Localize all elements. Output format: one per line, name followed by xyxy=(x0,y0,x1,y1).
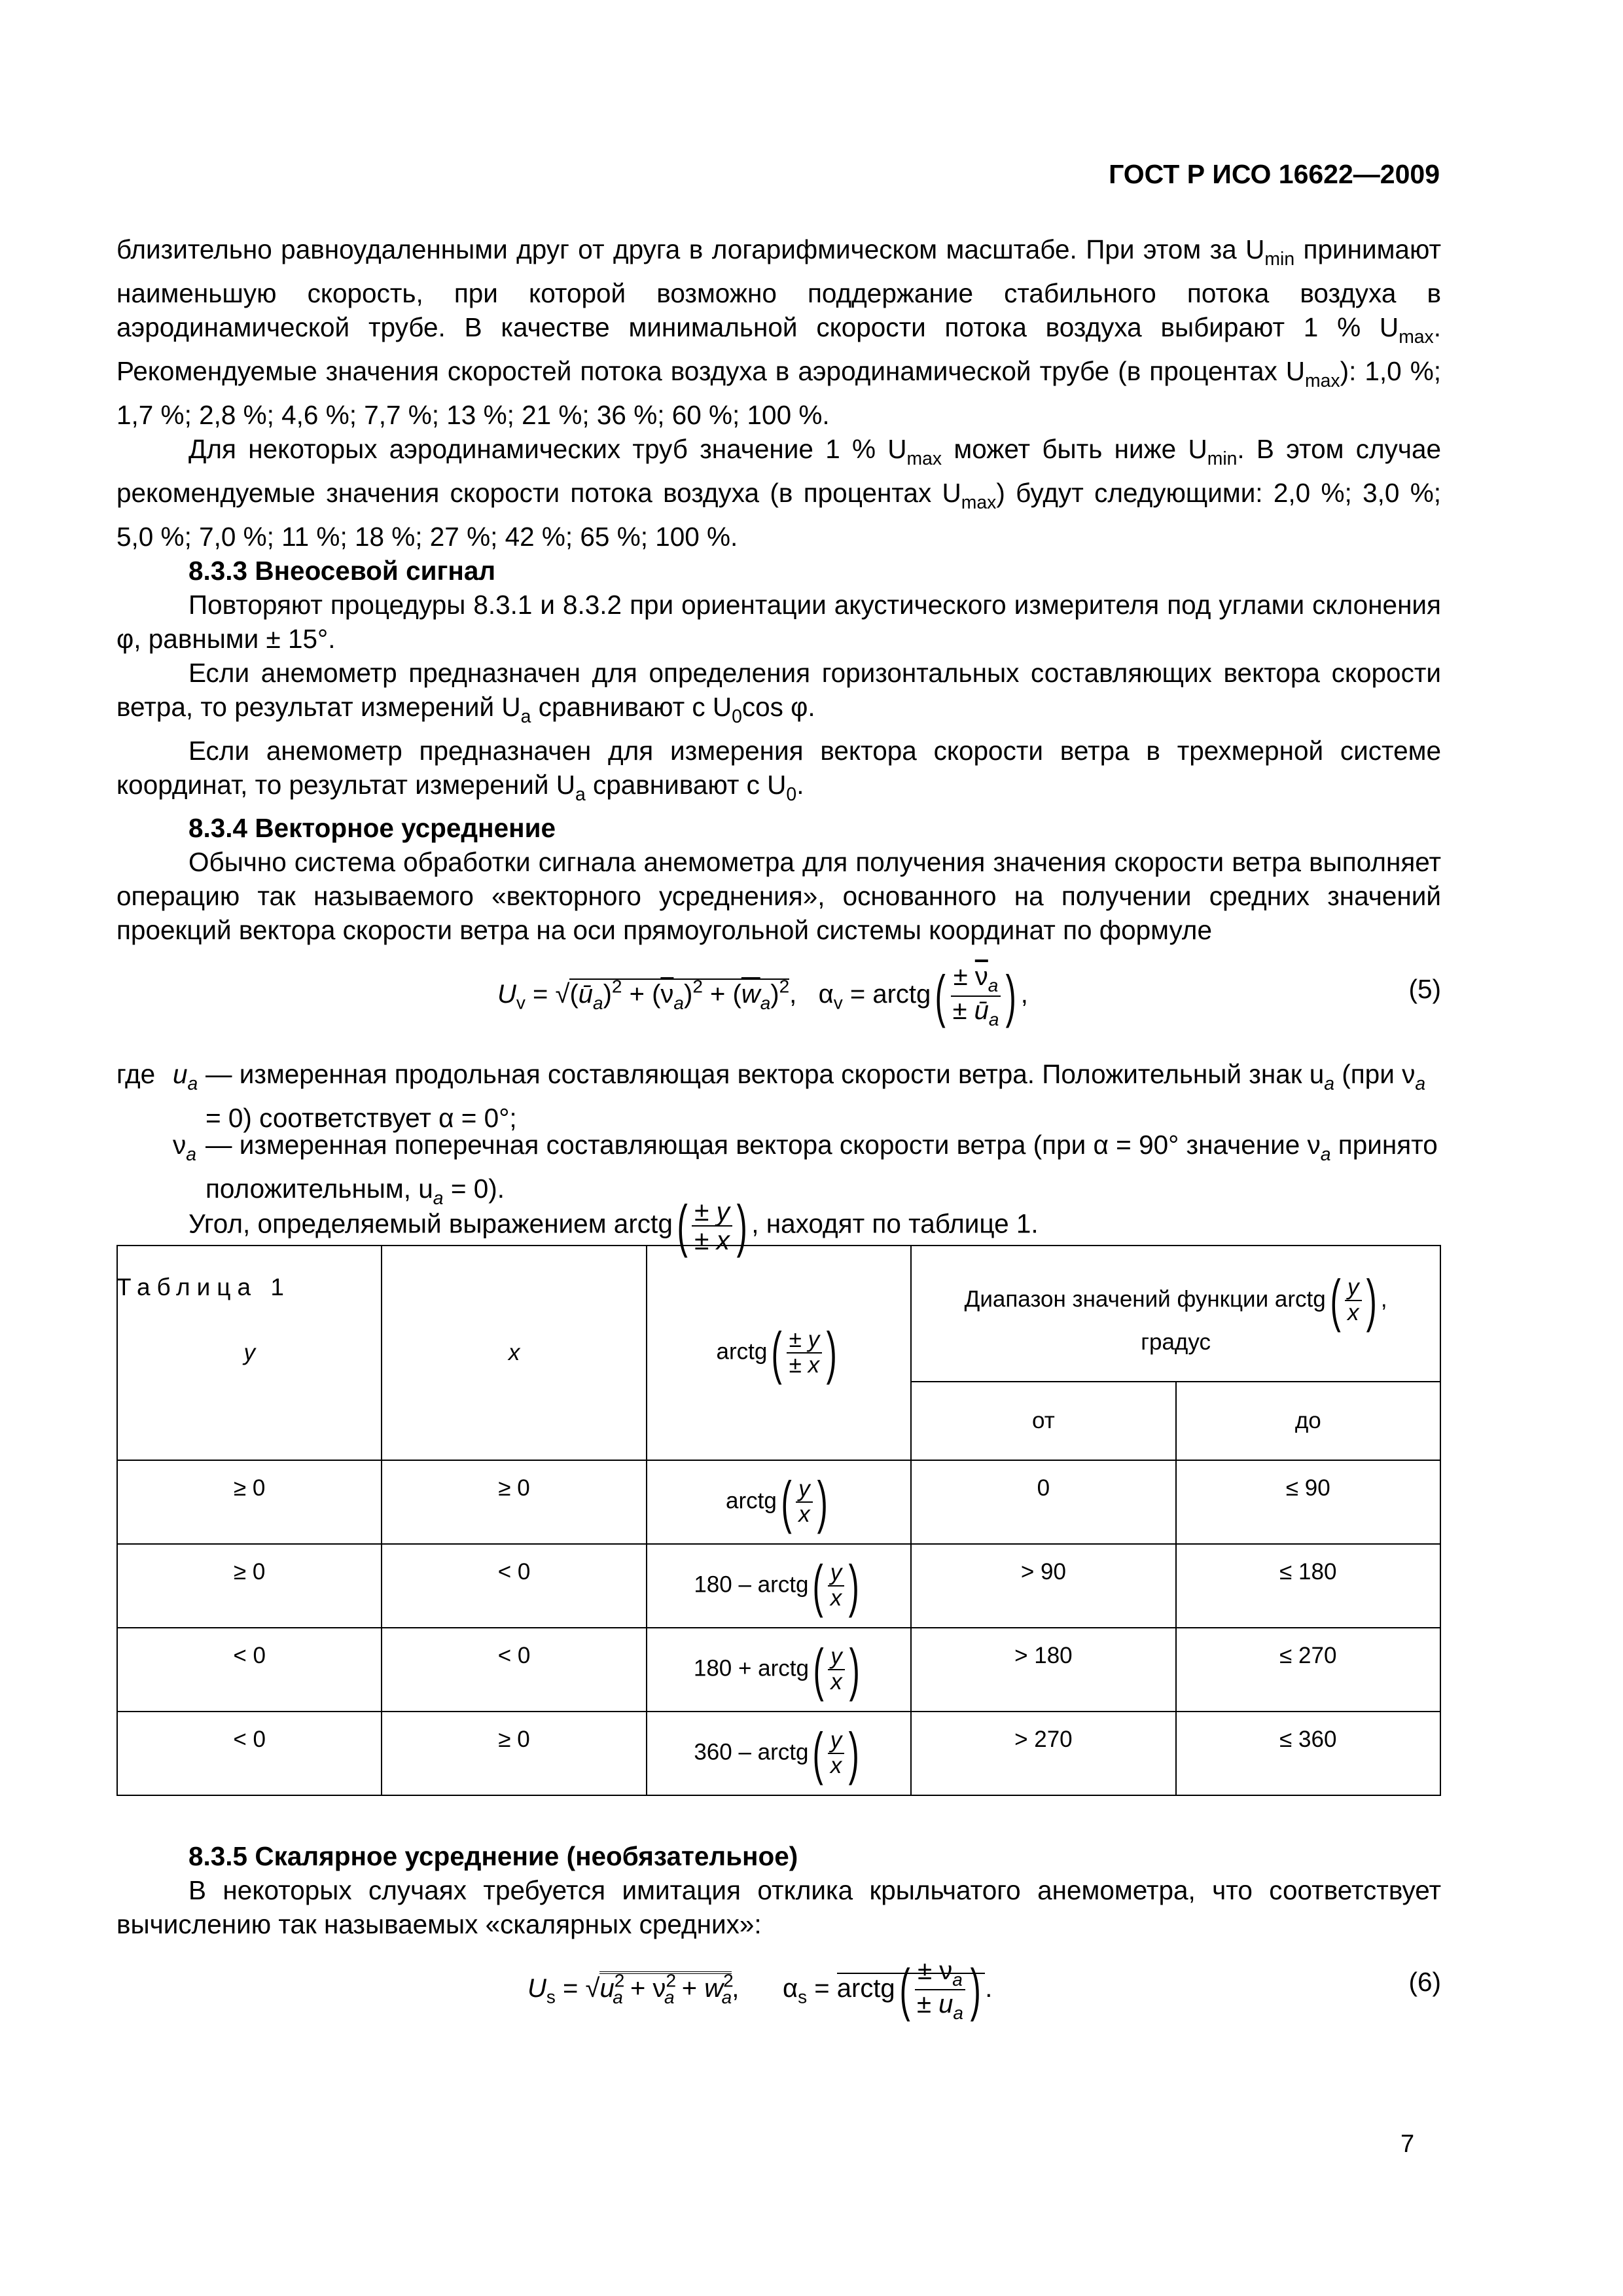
equation-6 xyxy=(116,1952,1441,2043)
cell-from: > 180 xyxy=(911,1628,1175,1712)
text: , находят по таблице 1. xyxy=(751,1209,1039,1240)
cell-expression xyxy=(647,1460,911,1544)
text: . xyxy=(796,769,804,800)
section-heading-8-3-5: 8.3.5 Скалярное усреднение (необязательное) xyxy=(188,1841,798,1871)
table-row xyxy=(117,1460,1440,1544)
text: 180 + xyxy=(693,1655,752,1681)
cell-from: > 270 xyxy=(911,1712,1175,1795)
text: принято положительным, u xyxy=(205,1130,1438,1204)
fraction-y-over-x: ( $\frac{y}{x}$ ) xyxy=(781,1469,828,1534)
cell-x: ≥ 0 xyxy=(382,1460,646,1544)
cell-expression xyxy=(647,1544,911,1628)
text: сравнивают с U xyxy=(585,769,787,800)
table-row xyxy=(117,1544,1440,1628)
subscript: max xyxy=(906,448,942,469)
header-to: до xyxy=(1176,1382,1440,1460)
text: 360 – xyxy=(694,1739,751,1765)
text: = 0). xyxy=(443,1174,505,1204)
text: x xyxy=(508,1340,520,1365)
subscript: max xyxy=(1305,370,1340,391)
paragraph: В некоторых случаях требуется имитация отклика крыльчатого анемометра, что соответствует вычислению так называемых «скалярных средних»: xyxy=(116,1875,1441,1939)
definition-symbol: $u_a$ xyxy=(173,1059,198,1095)
paragraph xyxy=(116,432,1441,554)
text: ): 1,0 %; 1,7 %; 2,8 %; 4,6 %; 7,7 %; 13 %; 21 %; 36 %; 60 %; 100 %. xyxy=(116,355,1441,430)
header-y xyxy=(117,1246,382,1460)
text: 180 – xyxy=(694,1571,751,1598)
subscript: max xyxy=(961,492,997,513)
cell-to: ≤ 270 xyxy=(1176,1628,1440,1712)
table-row xyxy=(117,1628,1440,1712)
cell-to: ≤ 180 xyxy=(1176,1544,1440,1628)
symbol: ν xyxy=(173,1130,187,1160)
text: близительно равноудаленными друг от друга в логарифмическом масштабе. При этом за U xyxy=(116,234,1265,264)
equation-5-body: $U_v$ = $√(ū_a)^2 + (\overline{\nu}_a)^2 + (\overline{w}_a)^2$, $\alpha_v$ = arctg ( $\frac{\pm \overline{\nu}_a}{\pm ū_a}$ ) , xyxy=(497,962,1028,1030)
cell-expression xyxy=(647,1628,911,1712)
fraction-y-over-x: ( $\frac{y}{x}$ ) xyxy=(813,1637,860,1702)
text: принимают наименьшую скорость, при которой возможно поддержание стабильного потока воздуха в аэродинамической трубе. В качестве минимальной скорости потока воздуха выбирают 1 % U xyxy=(116,234,1441,342)
where-label: где xyxy=(116,1059,156,1090)
cell-from: > 90 xyxy=(911,1544,1175,1628)
cell-x: ≥ 0 xyxy=(382,1712,646,1795)
text: . Рекомендуемые значения скоростей потока воздуха в аэродинамической трубе (в процентах U xyxy=(116,312,1441,386)
equation-number: (5) xyxy=(1408,974,1441,1005)
text: градус xyxy=(1141,1329,1211,1355)
table-row xyxy=(117,1712,1440,1795)
header-x xyxy=(382,1246,646,1460)
section-heading-8-3-4: 8.3.4 Векторное усреднение xyxy=(188,813,556,844)
text: y xyxy=(243,1340,255,1365)
cell-y: ≥ 0 xyxy=(117,1544,382,1628)
definition-symbol: $\nu_a$ xyxy=(173,1130,197,1166)
cell-y: ≥ 0 xyxy=(117,1460,382,1544)
text: Если анемометр предназначен для измерения вектора скорости ветра в трехмерной системе координат, то результат измерений U xyxy=(116,735,1441,800)
standard-header: ГОСТ Р ИСО 16622—2009 xyxy=(1109,159,1440,189)
header-range: Диапазон значений функции arctg ( $\frac{y}{x}$ ) , градус xyxy=(911,1246,1440,1382)
subscript: min xyxy=(1207,448,1238,469)
definition-v xyxy=(116,1128,1441,1210)
text: arctg xyxy=(726,1488,777,1514)
text: cos φ. xyxy=(741,691,815,722)
text: — измеренная продольная составляющая вектора скорости ветра. Положительный знак u xyxy=(205,1059,1325,1090)
definition-text: — измеренная поперечная составляющая вектора скорости ветра (при α = 90° значение $\nu_a$ принято положительным, $u_a = 0$). xyxy=(205,1130,1438,1210)
paragraph xyxy=(116,232,1441,432)
cell-x: < 0 xyxy=(382,1628,646,1712)
text: = 0) соответствует α = 0°; xyxy=(205,1103,517,1134)
cell-to: ≤ 360 xyxy=(1176,1712,1440,1795)
text: arctg xyxy=(757,1739,809,1765)
cell-y: < 0 xyxy=(117,1712,382,1795)
text: . В этом случае рекомендуемые значения скорости потока воздуха (в процентах U xyxy=(116,433,1441,508)
header-arctg: arctg ( $\frac{\pm y}{\pm x}$ ) xyxy=(647,1246,911,1460)
subscript: 0 xyxy=(732,706,742,727)
paragraph: Обычно система обработки сигнала анемометра для получения значения скорости ветра выполняет операцию так называемого «векторного усреднения», основанного на получении средних значений проекций вектора скорости ветра на оси прямоугольной системы координат по формуле xyxy=(116,847,1441,946)
paragraph xyxy=(116,734,1441,812)
cell-y: < 0 xyxy=(117,1628,382,1712)
cell-x: < 0 xyxy=(382,1544,646,1628)
text: Угол, определяемый выражением arctg xyxy=(188,1209,673,1240)
body-text xyxy=(116,232,1441,1304)
text: ) будут следующими: 2,0 %; 3,0 %; 5,0 %; 7,0 %; 11 %; 18 %; 27 %; 42 %; 65 %; 100 %. xyxy=(116,477,1441,552)
subscript: a xyxy=(520,706,531,727)
cell-expression xyxy=(647,1712,911,1795)
header-from: от xyxy=(911,1382,1175,1460)
definition-u xyxy=(116,1057,1441,1134)
text: может быть ниже U xyxy=(942,433,1207,464)
text: (при ν xyxy=(1334,1059,1416,1090)
text: arctg xyxy=(758,1655,809,1681)
subscript: max xyxy=(1399,326,1434,348)
text: Диапазон значений функции arctg xyxy=(964,1286,1326,1312)
symbol: u xyxy=(173,1059,188,1090)
fraction-y-over-x: ( $\frac{y}{x}$ ) xyxy=(813,1721,860,1785)
text: Если анемометр предназначен для определения горизонтальных составляющих вектора скорости ветра, то результат измерений U xyxy=(116,657,1441,722)
equation-5 xyxy=(116,954,1441,1052)
paragraph: Повторяют процедуры 8.3.1 и 8.3.2 при ориентации акустического измерителя под углами склонения φ, равными ± 15°. xyxy=(116,589,1441,654)
equation-number: (6) xyxy=(1408,1967,1441,1997)
table-caption: Таблица 1 xyxy=(116,1274,291,1301)
page-number: 7 xyxy=(1400,2130,1415,2158)
angle-sentence: Угол, определяемый выражением arctg ( $\frac{\pm y}{\pm x}$ ) , находят по таблице 1. xyxy=(188,1193,1039,1259)
paragraph xyxy=(116,656,1441,734)
section-8-3-5 xyxy=(116,1839,1441,2049)
text: сравнивают с U xyxy=(531,691,732,722)
text: Для некоторых аэродинамических труб значение 1 % U xyxy=(188,433,907,464)
definition-text: — измеренная продольная составляющая вектора скорости ветра. Положительный знак $u_a$ (при $\nu_a = 0$) соответствует α = 0°; xyxy=(205,1059,1426,1134)
subscript: min xyxy=(1264,248,1295,270)
text: — измеренная поперечная составляющая вектора скорости ветра (при α = 90° значение ν xyxy=(205,1130,1321,1160)
cell-to: ≤ 90 xyxy=(1176,1460,1440,1544)
subscript: 0 xyxy=(786,783,797,805)
text: arctg xyxy=(757,1571,809,1598)
cell-from: 0 xyxy=(911,1460,1175,1544)
subscript: a xyxy=(575,783,586,805)
equation-6-body: $U_s = √u^2_a + \nu^2_a + w^2_a$, $\alpha_s$ = arctg ( $\frac{\pm \nu_a}{\pm u_a}$ ) . xyxy=(527,1956,993,2023)
text: arctg xyxy=(716,1338,768,1365)
section-heading-8-3-3: 8.3.3 Внеосевой сигнал xyxy=(188,555,496,586)
table-1 xyxy=(116,1245,1441,1796)
fraction-y-over-x: ( $\frac{y}{x}$ ) xyxy=(813,1553,860,1618)
